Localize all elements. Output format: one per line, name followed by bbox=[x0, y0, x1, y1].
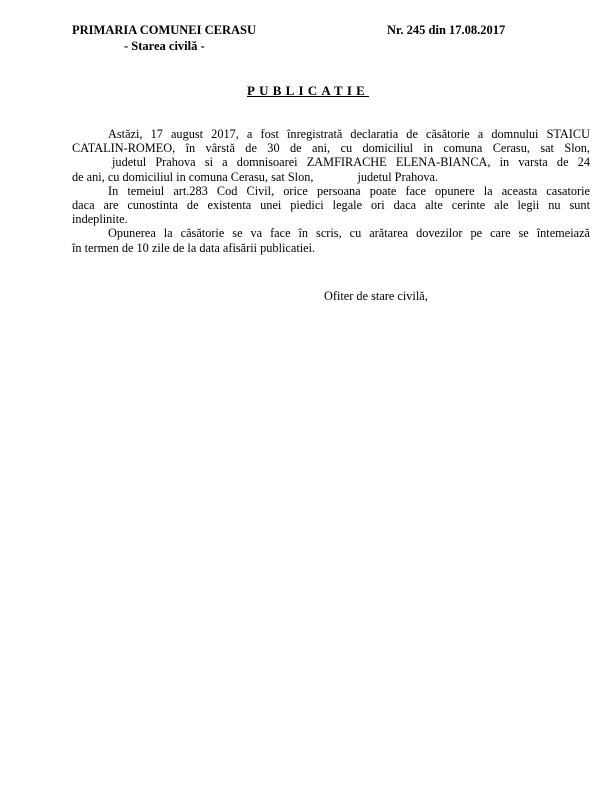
text-line: CATALIN-ROMEO, în vârstă de 30 de ani, cu domiciliul in comuna Cerasu, sat Slon, bbox=[72, 141, 590, 156]
signature-line: Ofiter de stare civilă, bbox=[324, 289, 428, 303]
header-institution-block bbox=[72, 22, 256, 54]
reference-number: Nr. 245 din 17.08.2017 bbox=[387, 23, 506, 37]
text-segment: judetul Prahova. bbox=[357, 169, 439, 184]
text-line: Opunerea la căsătorie se va face în scris, cu arătarea dovezilor pe care se întemeiază bbox=[108, 226, 590, 241]
text-line bbox=[72, 170, 590, 184]
title-text: PUBLICATIE bbox=[247, 83, 369, 98]
text-line: judetul Prahova si a domnisoarei ZAMFIRACHE ELENA-BIANCA, in varsta de 24 bbox=[112, 155, 590, 170]
text-line: indeplinite. bbox=[72, 212, 128, 227]
text-line: în termen de 10 zile de la data afisării publicatiei. bbox=[72, 240, 316, 255]
paragraph-opposition bbox=[72, 226, 590, 254]
text-line: daca are cunostinta de existenta unei piedici legale ori daca alte cerinte ale legii nu sunt bbox=[72, 198, 590, 213]
paragraph-legal-basis bbox=[72, 184, 590, 227]
text-segment: de ani, cu domiciliul in comuna Cerasu, sat Slon, bbox=[72, 169, 314, 184]
institution-name: PRIMARIA COMUNEI CERASU bbox=[72, 23, 257, 37]
department-name: - Starea civilă - bbox=[124, 39, 205, 53]
document-title bbox=[0, 83, 612, 99]
paragraph-declaration bbox=[72, 127, 590, 184]
text-line: In temeiul art.283 Cod Civil, orice persoana poate face opunere la aceasta casatorie bbox=[108, 183, 590, 198]
text-line: Astăzi, 17 august 2017, a fost înregistrată declaratia de căsătorie a domnului STAICU bbox=[108, 127, 590, 141]
document-body bbox=[72, 127, 590, 255]
